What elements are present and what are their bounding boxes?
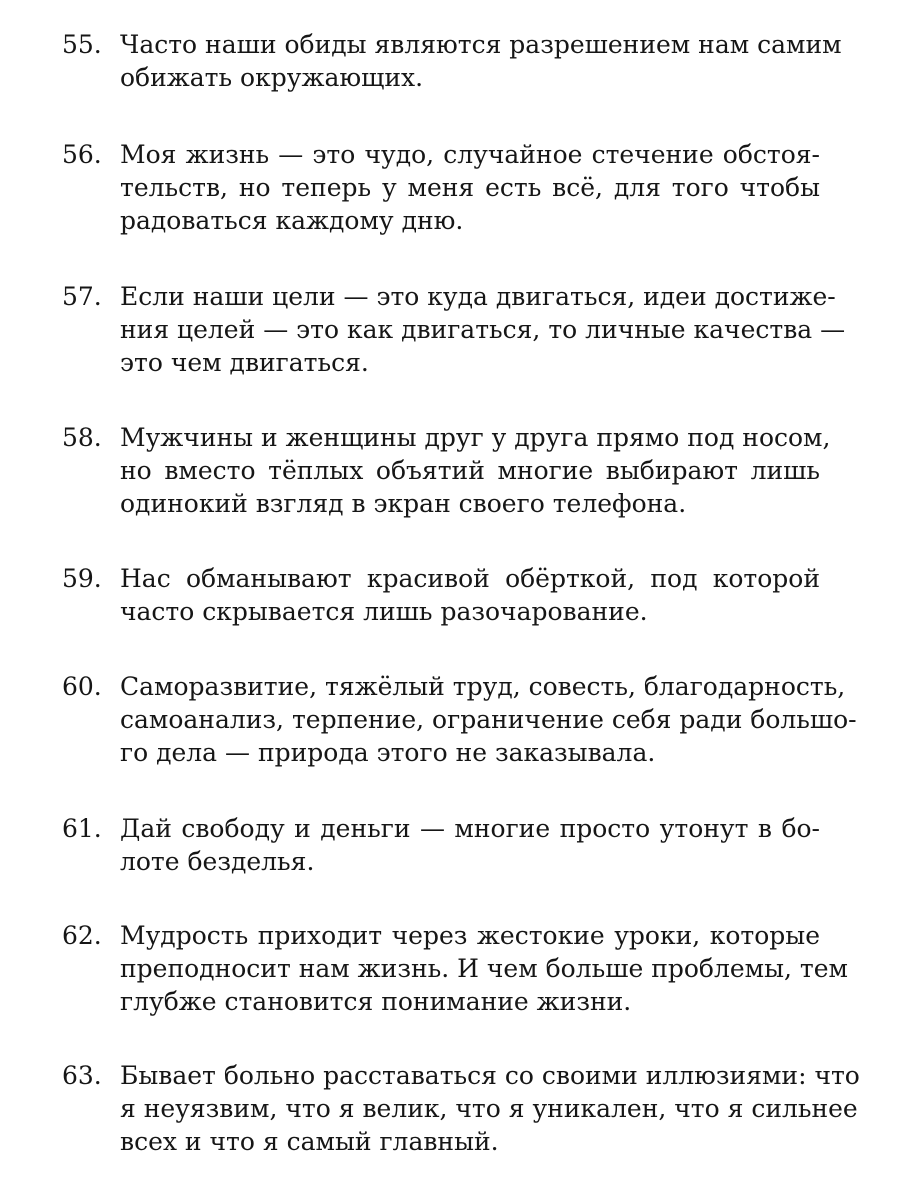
item-number: 61. — [62, 814, 102, 843]
text-line: одинокий взгляд в экран своего телефона. — [120, 489, 687, 518]
item-number: 57. — [62, 282, 102, 311]
text-line: лоте безделья. — [120, 847, 315, 876]
text-line: Мужчины и женщины друг у друга прямо под носом, — [120, 423, 831, 452]
text-line: го дела — природа этого не заказывала. — [120, 738, 656, 767]
text-line: Мудрость приходит через жестокие уроки, которые — [120, 921, 820, 950]
item-text — [120, 421, 831, 520]
item-text — [120, 562, 820, 628]
text-line: Дай свободу и деньги — многие просто утонут в бо- — [120, 814, 820, 843]
text-line: радоваться каждому дню. — [120, 206, 464, 235]
item-text — [120, 280, 846, 379]
text-line: Если наши цели — это куда двигаться, идеи достиже- — [120, 282, 836, 311]
item-text — [120, 919, 848, 1018]
item-text — [120, 28, 842, 94]
item-number: 55. — [62, 30, 102, 59]
item-number: 60. — [62, 672, 102, 701]
item-number: 59. — [62, 564, 102, 593]
item-number: 58. — [62, 423, 102, 452]
text-line: Часто наши обиды являются разрешением нам самим — [120, 30, 842, 59]
text-line: Бывает больно расставаться со своими иллюзиями: что — [120, 1061, 860, 1090]
text-line: Моя жизнь — это чудо, случайное стечение обстоя- — [120, 140, 820, 169]
text-line: но вместо тёплых объятий многие выбирают лишь — [120, 456, 820, 485]
item-text — [120, 812, 820, 878]
text-line: Нас обманывают красивой обёрткой, под которой — [120, 564, 820, 593]
item-number: 56. — [62, 140, 102, 169]
text-line: обижать окружающих. — [120, 63, 424, 92]
item-text — [120, 670, 857, 769]
text-line: глубже становится понимание жизни. — [120, 987, 632, 1016]
text-line: часто скрывается лишь разочарование. — [120, 597, 648, 626]
item-number: 62. — [62, 921, 102, 950]
item-text — [120, 1059, 860, 1158]
text-line: преподносит нам жизнь. И чем больше проблемы, тем — [120, 954, 848, 983]
text-line: я неуязвим, что я велик, что я уникален, что я сильнее — [120, 1094, 858, 1123]
text-line: Саморазвитие, тяжёлый труд, совесть, благодарность, — [120, 672, 846, 701]
text-line: самоанализ, терпение, ограничение себя ради большо- — [120, 705, 857, 734]
item-number: 63. — [62, 1061, 102, 1090]
text-line: это чем двигаться. — [120, 348, 369, 377]
item-text — [120, 138, 820, 237]
text-line: ния целей — это как двигаться, то личные качества — — [120, 315, 846, 344]
text-line: всех и что я самый главный. — [120, 1127, 499, 1156]
text-line: тельств, но теперь у меня есть всё, для того чтобы — [120, 173, 820, 202]
